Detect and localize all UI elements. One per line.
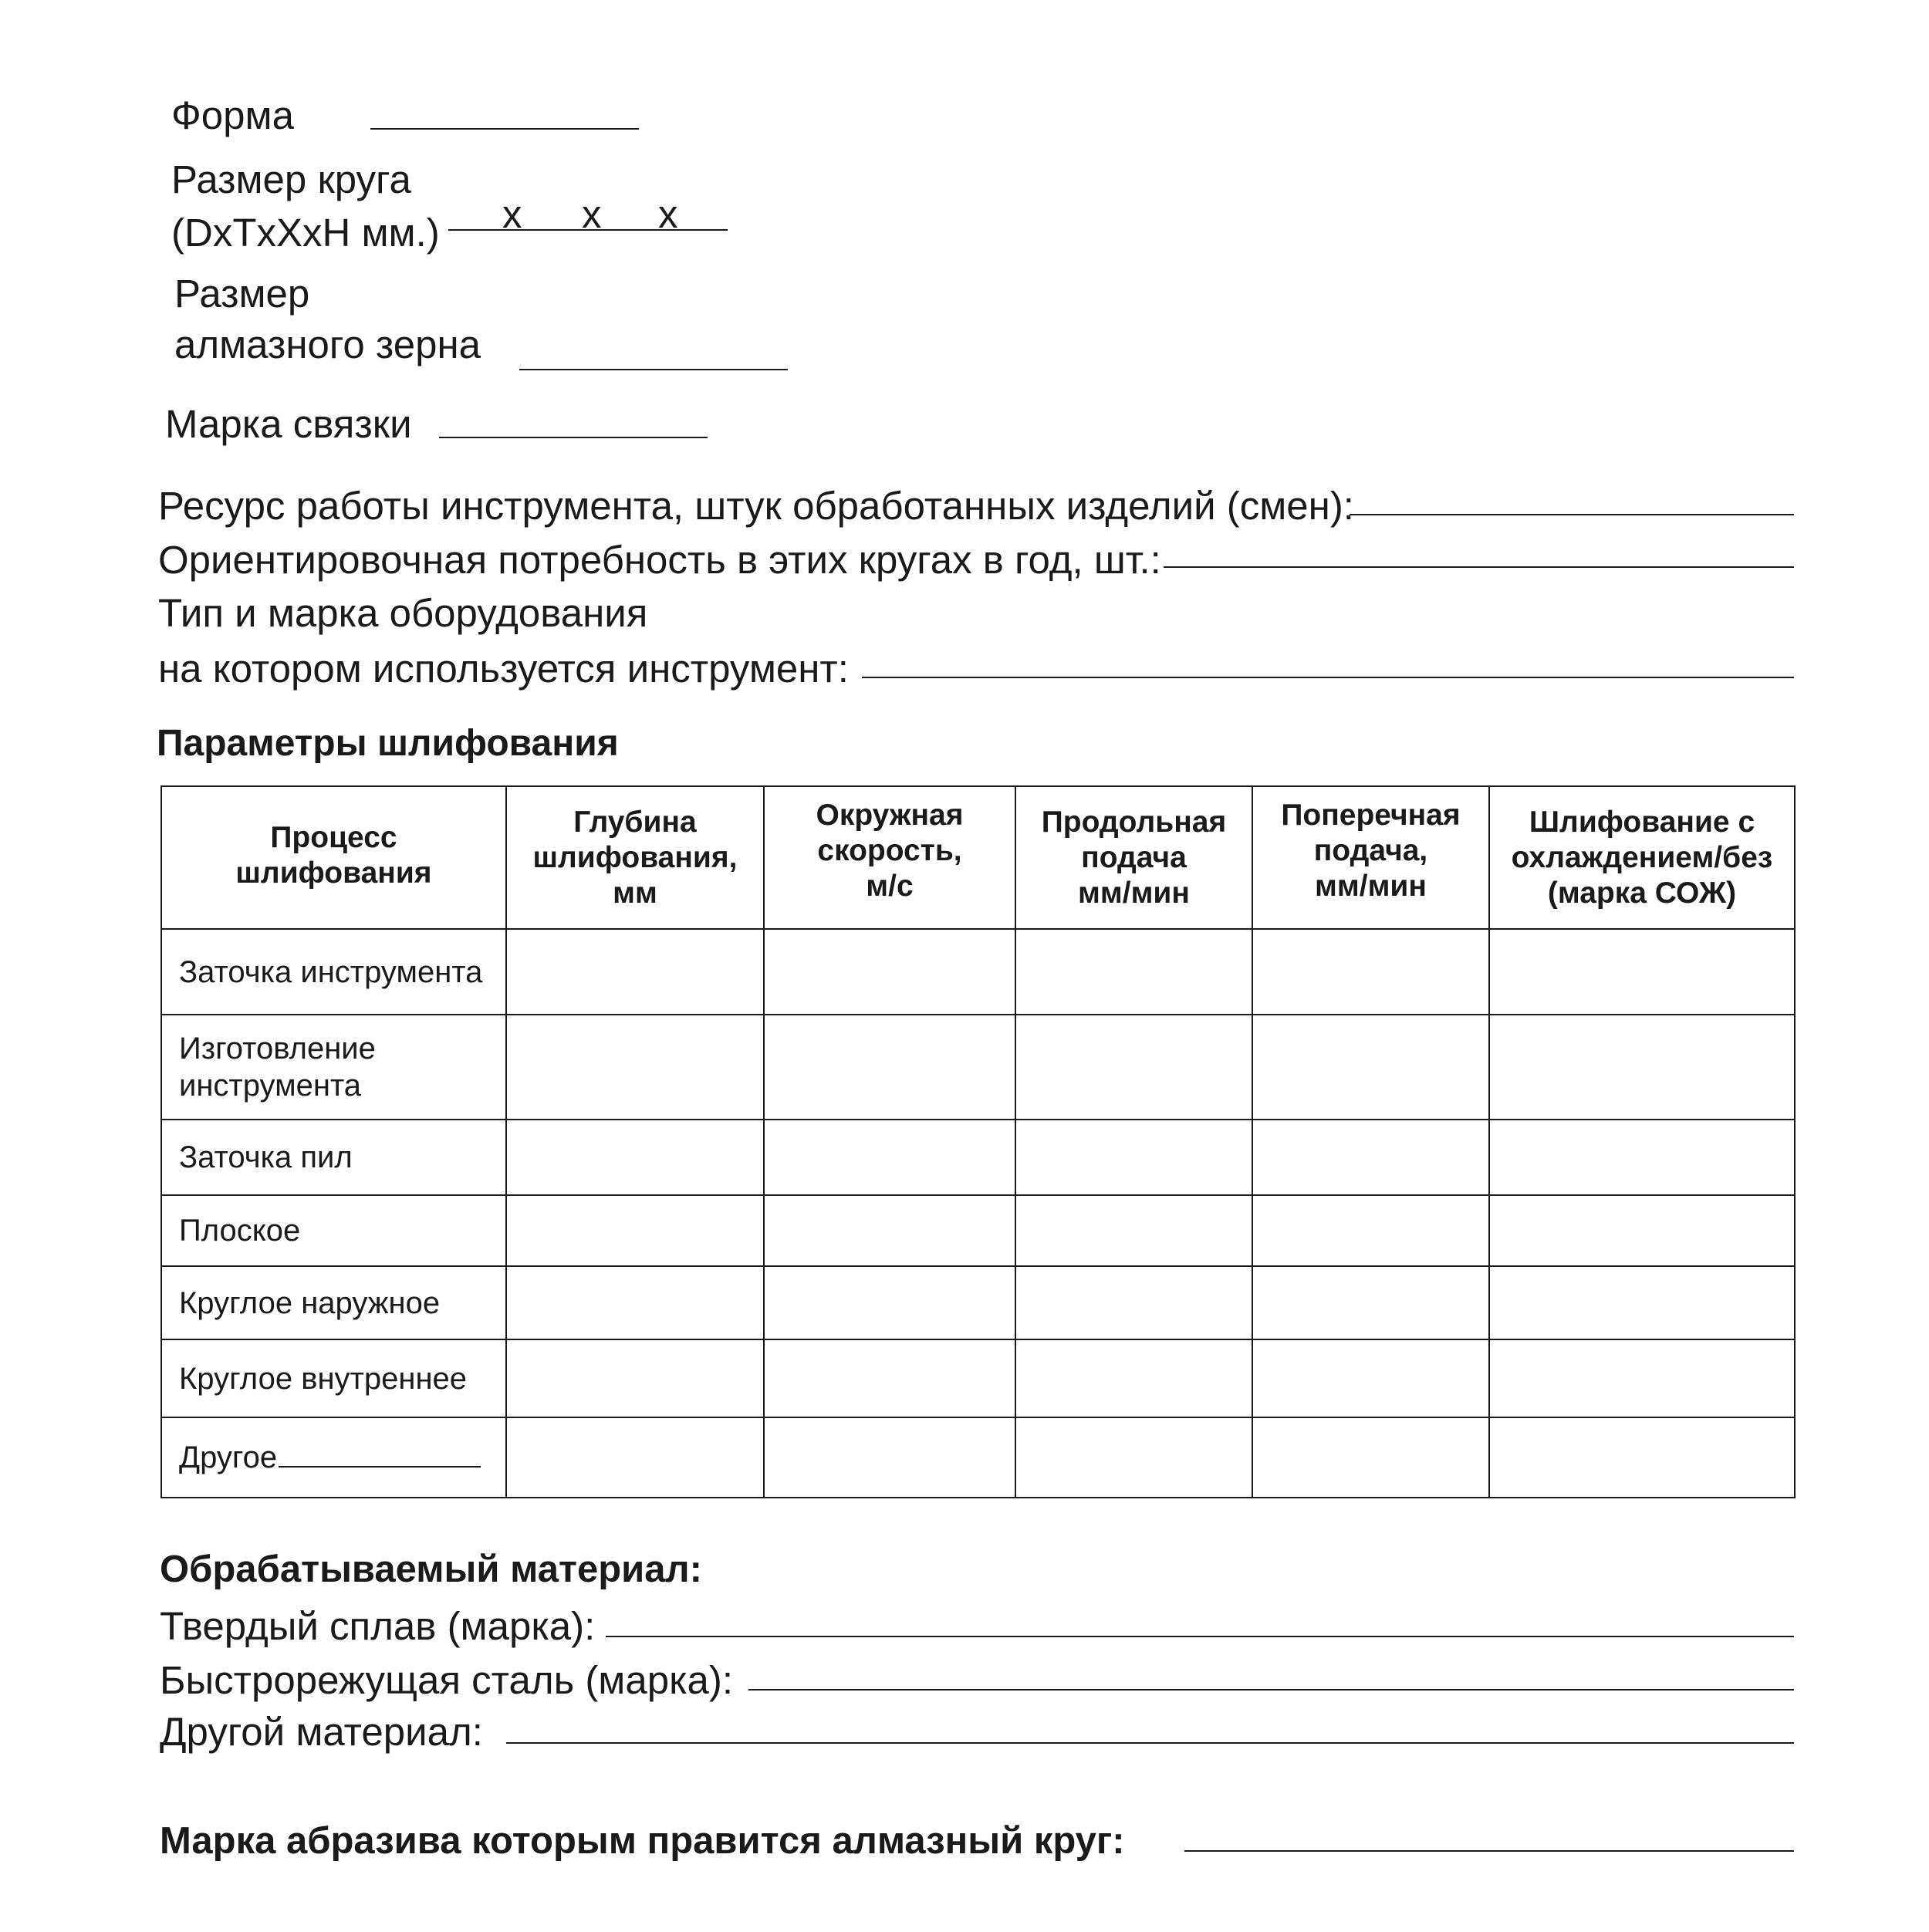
table-cell-input[interactable]: [764, 1339, 1015, 1417]
table-row: [161, 1120, 1795, 1195]
table-cell-input[interactable]: [1015, 1417, 1252, 1498]
row-label-drugoe: Другое: [179, 1441, 278, 1474]
table-cell-input[interactable]: [1015, 1015, 1252, 1120]
table-cell-input[interactable]: [764, 1417, 1015, 1498]
params-section-title: Параметры шлифования: [157, 723, 619, 764]
marka-svyazki-label: Марка связки: [165, 402, 412, 446]
table-cell-input[interactable]: [1489, 1417, 1795, 1498]
column-header-longitudinal-feed: [1015, 786, 1252, 929]
drugoe-field-line[interactable]: [279, 1458, 481, 1468]
drugoy-material-field-line[interactable]: [506, 1742, 1794, 1744]
column-header-label: Продольная подача мм/мин: [1041, 805, 1227, 910]
razmer-kruga-label-line1: Размер круга: [171, 157, 411, 201]
table-cell-input[interactable]: [506, 1266, 764, 1339]
bystrorezh-field-line[interactable]: [748, 1689, 1794, 1690]
table-cell-input[interactable]: [1252, 1417, 1489, 1498]
table-cell-input[interactable]: [1489, 1266, 1795, 1339]
table-cell-input[interactable]: [1015, 929, 1252, 1015]
table-row: [161, 1266, 1795, 1339]
razmer-zerna-field-line[interactable]: [519, 369, 788, 370]
column-header-process: [161, 786, 506, 929]
abraziv-field-line[interactable]: [1184, 1850, 1794, 1852]
bystrorezh-label: Быстрорежущая сталь (марка):: [160, 1658, 734, 1702]
table-cell-input[interactable]: [764, 1120, 1015, 1195]
row-label-izgotovlenie-instrumenta: Изготовление инструмента: [161, 1015, 506, 1120]
table-cell-input[interactable]: [1489, 929, 1795, 1015]
grinding-params-table: [160, 785, 1796, 1498]
row-label-krugloe-naruzhnoe: Круглое наружное: [161, 1266, 506, 1339]
resurs-label: Ресурс работы инструмента, штук обработанных изделий (смен):: [158, 484, 1354, 528]
drugoy-material-label: Другой материал:: [160, 1710, 483, 1754]
column-header-label: Глубина шлифования, мм: [532, 805, 738, 910]
marka-svyazki-field-line[interactable]: [439, 437, 708, 438]
table-cell-input[interactable]: [506, 1195, 764, 1266]
table-row: [161, 1195, 1795, 1266]
razmer-kruga-label-line2: (DxTxXxH мм.): [171, 211, 440, 255]
table-cell-input[interactable]: [764, 1195, 1015, 1266]
table-cell-input[interactable]: [506, 1015, 764, 1120]
column-header-depth: [506, 786, 764, 929]
dim-separator-x1: x: [502, 192, 522, 236]
table-cell-input[interactable]: [1015, 1266, 1252, 1339]
oborudovanie-label-line1: Тип и марка оборудования: [158, 591, 648, 635]
razmer-zerna-label-line1: Размер: [174, 272, 310, 316]
abraziv-label: Марка абразива которым правится алмазный круг:: [160, 1820, 1125, 1862]
resurs-field-line[interactable]: [1350, 514, 1794, 515]
row-label-zatochka-pil: Заточка пил: [161, 1120, 506, 1195]
table-cell-input[interactable]: [1489, 1120, 1795, 1195]
table-cell-input[interactable]: [506, 929, 764, 1015]
table-cell-input[interactable]: [1015, 1195, 1252, 1266]
table-cell-input[interactable]: [1489, 1015, 1795, 1120]
row-label-krugloe-vnutrennee: Круглое внутреннее: [161, 1339, 506, 1417]
row-label-drugoe-cell: [161, 1417, 506, 1498]
table-cell-input[interactable]: [1489, 1339, 1795, 1417]
table-cell-input[interactable]: [1015, 1339, 1252, 1417]
column-header-label: Шлифование с охлаждением/без (марка СОЖ): [1511, 805, 1773, 910]
table-cell-input[interactable]: [764, 929, 1015, 1015]
table-cell-input[interactable]: [764, 1266, 1015, 1339]
forma-field-line[interactable]: [370, 128, 639, 130]
oborudovanie-field-line[interactable]: [862, 677, 1794, 678]
table-header-row: [161, 786, 1795, 929]
table-cell-input[interactable]: [1252, 1266, 1489, 1339]
material-section-title: Обрабатываемый материал:: [160, 1549, 702, 1590]
table-cell-input[interactable]: [1252, 929, 1489, 1015]
column-header-label: Процесс шлифования: [235, 820, 432, 890]
tverdy-splav-field-line[interactable]: [606, 1636, 1794, 1637]
table-cell-input[interactable]: [764, 1015, 1015, 1120]
table-row: [161, 1015, 1795, 1120]
dim-separator-x3: x: [658, 192, 678, 236]
row-label-zatochka-instrumenta: Заточка инструмента: [161, 929, 506, 1015]
column-header-speed: [764, 786, 1015, 929]
column-header-coolant: [1489, 786, 1795, 929]
table-cell-input[interactable]: [1015, 1120, 1252, 1195]
table-row: [161, 929, 1795, 1015]
table-row: [161, 1339, 1795, 1417]
forma-label: Форма: [171, 93, 294, 137]
tverdy-splav-label: Твердый сплав (марка):: [160, 1604, 596, 1648]
table-cell-input[interactable]: [1252, 1015, 1489, 1120]
column-header-label: Окружная скорость, м/с: [816, 798, 964, 903]
table-cell-input[interactable]: [1489, 1195, 1795, 1266]
oborudovanie-label-line2: на котором используется инструмент:: [158, 647, 849, 691]
table-row: [161, 1417, 1795, 1498]
table-cell-input[interactable]: [506, 1417, 764, 1498]
row-label-ploskoe: Плоское: [161, 1195, 506, 1266]
table-cell-input[interactable]: [1252, 1339, 1489, 1417]
column-header-label: Поперечная подача, мм/мин: [1281, 798, 1461, 903]
table-cell-input[interactable]: [1252, 1195, 1489, 1266]
razmer-zerna-label-line2: алмазного зерна: [174, 323, 481, 366]
table-cell-input[interactable]: [1252, 1120, 1489, 1195]
table-cell-input[interactable]: [506, 1120, 764, 1195]
table-cell-input[interactable]: [506, 1339, 764, 1417]
potrebnost-label: Ориентировочная потребность в этих кругах в год, шт.:: [158, 538, 1161, 582]
column-header-cross-feed: [1252, 786, 1489, 929]
dim-separator-x2: x: [582, 192, 602, 236]
potrebnost-field-line[interactable]: [1164, 566, 1794, 568]
